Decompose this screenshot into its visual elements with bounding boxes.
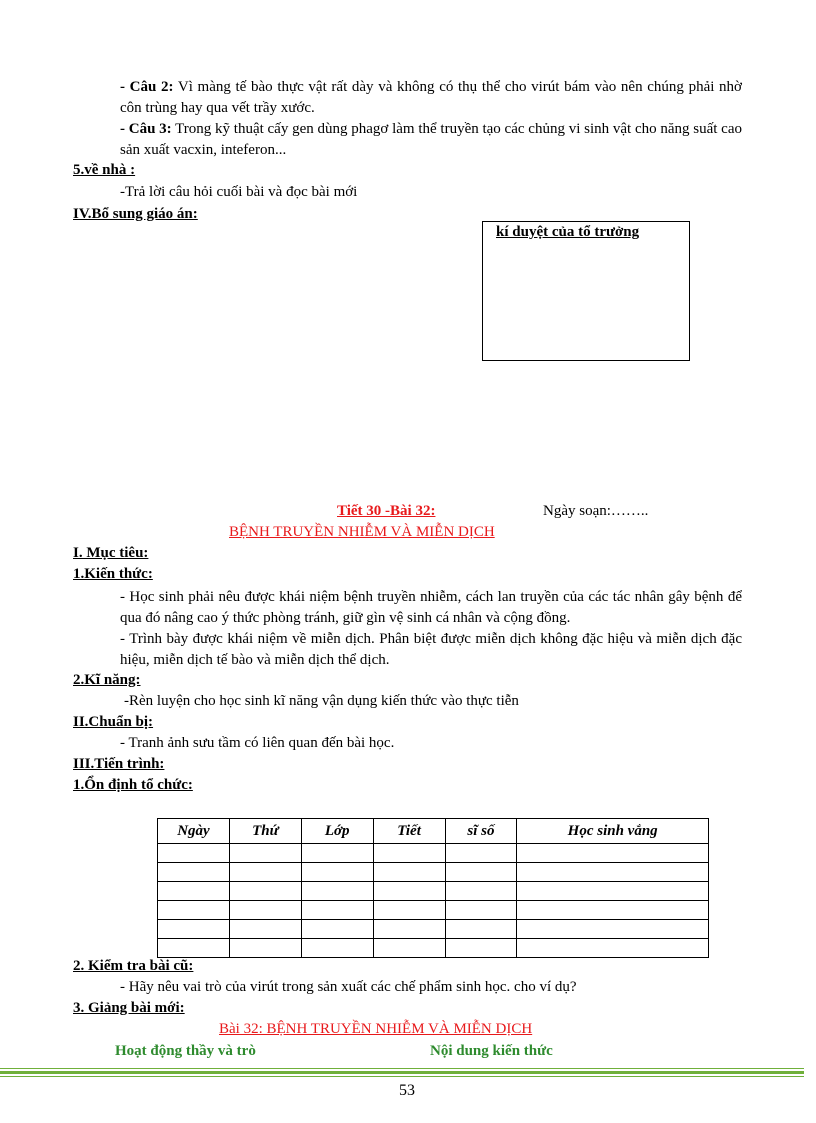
table-cell (445, 939, 517, 958)
table-row (158, 863, 709, 882)
table-cell (445, 901, 517, 920)
knowledge-heading: 1.Kiến thức: (73, 566, 153, 582)
approval-box (482, 221, 690, 361)
review-text: - Hãy nêu vai trò của virút trong sản xuất các chế phẩm sinh học. cho ví dụ? (120, 979, 577, 995)
page-number: 53 (399, 1082, 415, 1099)
content-column-label: Nội dung kiến thức (430, 1043, 553, 1059)
table-cell (158, 844, 230, 863)
table-row (158, 920, 709, 939)
table-cell (229, 939, 301, 958)
procedure-heading: III.Tiến trình: (73, 756, 165, 772)
table-row (158, 901, 709, 920)
table-cell (158, 901, 230, 920)
preparation-heading: II.Chuẩn bị: (73, 714, 154, 730)
table-cell (373, 920, 445, 939)
q3-text: Trong kỹ thuật cấy gen dùng phagơ làm thể truyền tạo các chủng vi sinh vật cho năng suất cao sản xuất vacxin, inteferon... (120, 121, 742, 158)
q3-label: - Câu 3: (120, 121, 172, 137)
table-cell (301, 920, 373, 939)
table-cell (229, 901, 301, 920)
table-cell (373, 844, 445, 863)
homework-text: -Trả lời câu hỏi cuối bài và đọc bài mới (120, 184, 358, 200)
answer-q3 (120, 119, 742, 161)
review-heading: 2. Kiểm tra bài cũ: (73, 958, 194, 974)
footer-rule-bottom (0, 1076, 804, 1077)
table-cell (445, 882, 517, 901)
table-cell (301, 901, 373, 920)
header-absent: Học sinh vắng (517, 819, 709, 844)
table-row (158, 844, 709, 863)
header-class: Lớp (301, 819, 373, 844)
table-cell (373, 939, 445, 958)
table-cell (373, 863, 445, 882)
header-enrollment: sĩ số (445, 819, 517, 844)
table-cell (301, 882, 373, 901)
table-row (158, 882, 709, 901)
attendance-header-row (158, 819, 709, 844)
activities-column-label: Hoạt động thầy và trò (115, 1043, 256, 1059)
table-cell (517, 920, 709, 939)
answer-q2 (120, 77, 742, 119)
table-cell (229, 844, 301, 863)
table-row (158, 939, 709, 958)
table-cell (517, 882, 709, 901)
lesson-title: BỆNH TRUYỀN NHIỄM VÀ MIỄN DỊCH (229, 524, 495, 540)
footer-rule-middle (0, 1071, 804, 1074)
footer-rule-top (0, 1068, 804, 1069)
table-cell (373, 901, 445, 920)
table-cell (158, 863, 230, 882)
homework-heading: 5.về nhà : (73, 162, 136, 178)
supplement-heading: IV.Bổ sung giáo án: (73, 206, 198, 222)
table-cell (158, 882, 230, 901)
table-cell (229, 863, 301, 882)
table-cell (158, 939, 230, 958)
knowledge-item-1: - Học sinh phải nêu được khái niệm bệnh truyền nhiễm, cách lan truyền của các tác nhân gây bệnh để qua đó nâng cao ý thức phòng tránh, giữ gìn vệ sinh cá nhân và cộng đồng. (120, 589, 742, 626)
header-period: Tiết (373, 819, 445, 844)
table-cell (517, 939, 709, 958)
table-cell (229, 882, 301, 901)
approval-label: kí duyệt của tổ trưởng (496, 224, 640, 240)
table-cell (301, 863, 373, 882)
header-weekday: Thứ (229, 819, 301, 844)
table-cell (373, 882, 445, 901)
table-cell (445, 920, 517, 939)
lesson-period: Tiết 30 -Bài 32: (337, 503, 436, 519)
table-cell (517, 844, 709, 863)
header-date: Ngày (158, 819, 230, 844)
class-org-heading: 1.Ổn định tổ chức: (73, 777, 193, 793)
new-lesson-title: Bài 32: BỆNH TRUYỀN NHIỄM VÀ MIỄN DỊCH (219, 1021, 533, 1037)
objectives-heading: I. Mục tiêu: (73, 545, 149, 561)
skills-text: -Rèn luyện cho học sinh kĩ năng vận dụng kiến thức vào thực tiễn (124, 693, 519, 709)
table-cell (301, 939, 373, 958)
attendance-table (157, 818, 709, 958)
preparation-text: - Tranh ảnh sưu tầm có liên quan đến bài học. (120, 735, 395, 751)
table-cell (158, 920, 230, 939)
table-cell (301, 844, 373, 863)
skills-heading: 2.Kĩ năng: (73, 672, 141, 688)
q2-text: Vì màng tế bào thực vật rất dày và không có thụ thể cho virút bám vào nên chúng phải nhờ côn trùng hay qua vết trầy xước. (120, 79, 742, 116)
date-prepared: Ngày soạn:…….. (543, 503, 649, 519)
table-cell (517, 901, 709, 920)
table-cell (517, 863, 709, 882)
q2-label: - Câu 2: (120, 79, 174, 95)
new-lesson-heading: 3. Giảng bài mới: (73, 1000, 185, 1016)
table-cell (229, 920, 301, 939)
table-cell (445, 863, 517, 882)
table-cell (445, 844, 517, 863)
knowledge-item-2: - Trình bày được khái niệm về miễn dịch. Phân biệt được miễn dịch không đặc hiệu và miễn dịch đặc hiệu, miễn dịch tế bào và miễn dịch thể dịch. (120, 631, 742, 668)
